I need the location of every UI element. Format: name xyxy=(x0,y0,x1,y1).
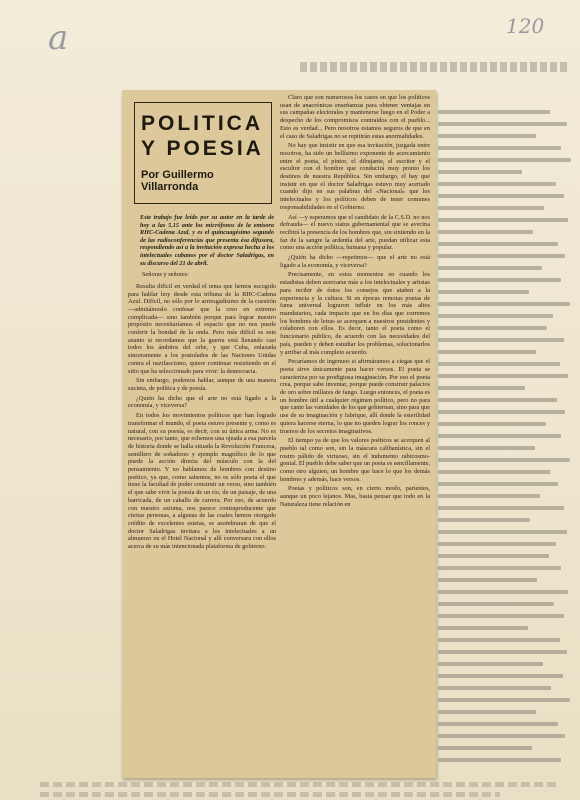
article-byline: Por Guillermo Villarronda xyxy=(141,169,214,193)
article-title: POLITICA Y POESIA xyxy=(141,112,264,160)
paragraph: ¿Quién ha dicho que el arte no está ligado a la economía, y viceversa? xyxy=(128,394,276,410)
paragraph: Resulta difícil en verdad el tema que hemos escogido para hablar hoy desde esta tribuna de la RHC-Cadena Azul. Difícil, no sólo por lo arriesgadísimo de la cuestión —admitámoslo confesar que la creo en extremo complicada— sino también porque para lograr nuestro propósito necesitaríamos el espacio que no nos puede conferir la bondad de la onda. Pero más difícil es este asunto si recordamos que la guerra está llenando casi todos los ámbitos del orbe, y que Cuba, enlazada sinceramente a los postulados de las Naciones Unidas contra el nazifascismo, quiere continuar resistiendo en el sitio que ha seleccionado para vivir: la democracia. xyxy=(128,282,276,375)
paragraph: El tiempo ya de que los valores poéticos se acerquen al pueblo tal como son, sin la máscara calibanística, sin el rostro pálido de virtuoso, sin el indumento rabicosmogonial. El pueblo debe saber que un poeta es sencillamente, como otro alguien, un hombre que hace lo que los demás hombres y además, hace versos. xyxy=(280,437,430,483)
pencil-annotation-letter: a xyxy=(48,18,69,58)
bleed-through-text-margin xyxy=(438,110,578,770)
paragraph: En todos los movimientos políticos que han logrado transformar el mundo, el poeta estuvo presente y, como es natural, con su poesía, es decir, con su única arma. No es necesario, por tanto, que echemos una ojeada a esa parcela de historia donde se halla situada la Revolución Francesa, semillero de soñadores y ejemplo magnífico de lo que puede la acción directa del músculo con la del pensamiento. Y no hablamos de hombres con destino poético, ya que, como sabemos, no es sólo poeta el que tiene la facultad de poder construir un verso, sino también el que sabe vivir la poesía de un río, de un paisaje, de una barricada, de un caballo de carrera. Por eso, de acuerdo con nuestro axioma, nos parece contraproducente que ciertas personas, a algunas de las cuales hemos otorgado crédito de excelentes estetas, se asombraran de que el doctor Saladrigas invitara a los intelectuales a un almuerzo en el Hotel Nacional y allí conversara con ellos acerca de su más intencionada plataforma de gobierno. xyxy=(128,412,276,551)
pencil-annotation-page-number: 120 xyxy=(506,14,545,38)
article-column-1 xyxy=(128,90,276,774)
bleed-through-text-top xyxy=(300,62,570,72)
paragraph: No hay que insistir en que esa invitación, juzgada entre nosotros, ha sido un bellísimo exponente de acercamiento entre el poeta, el pintor, el dibujante, el escritor y el escultor con el hombre que conducirá muy pronto los destinos de nuestra República. Sin embargo, el hay que insistir en que el doctor Saladrigas estuvo muy acertado cuando dijo en sus palabras del «Nacional» que los intelectuales y los políticos deben de tener comunes responsabilidades en el Gobierno. xyxy=(280,142,430,211)
paragraph: Claro que son numerosos los casos en que los políticos usan de anacrónicas enseñanzas para obtener ventajas en sus campañas electorales y mantenerse luego en el Poder a despecho de los compromisos contraídos con el pueblo... Esto es verdad... Pero nosotros estamos seguros de que en el caso de Saladrigas no se repitirán estas anormalidades. xyxy=(280,94,430,140)
title-box xyxy=(134,102,272,204)
salutation: Señoras y señores: xyxy=(142,271,189,279)
bleed-through-text-bottom xyxy=(40,782,560,787)
paragraph: Pecaríamos de ingenuos si afirmáramos a ciegas que el poeta sirve únicamente para hacer versos. El poeta se caracteriza por su prodigiosa imaginación. Por eso el poeta crea, porque sabe inventar, porque puede construir palacios de oro sobre millares de fango. Luego entonces, el poeta es un hombre útil a cualquier régimen político, pero no para que cante las vanidades de los que gobiernan, sino para que use de su imaginación y fabrique, allí donde la esterilidad quiera hacerse eterna, lo que no queden lograr los ronces y truenos de los secretos imaginativos. xyxy=(280,358,430,435)
article-intro: Este trabajo fue leído por su autor en la tarde de hoy a las 5.15 ante los micrófonos de la emisora RHC-Cadena Azul, y es el quincuagésimo segundo de las radioconferencias que presenta ésa difusora, respondiendo así a la invitación expresa hecha a los intelectuales cubanos por el doctor Saladrigas, en su discurso del 21 de abril. xyxy=(140,214,274,267)
article-column-2 xyxy=(280,94,430,778)
paragraph: Así —y esperamos que el candidato de la C.S.D. no nos defrauda— el nuevo status gubernamental que se avecina recibirá la presencia de los hombres que, sin sintiendo en la faz de la sangre la ardentía del arte, puedan utilizar esta como una acción política, humana y popular. xyxy=(280,213,430,252)
article-body-col1 xyxy=(128,271,276,551)
paragraph: Poetas y políticos son, en cierto modo, parientes, aunque un poco lejanos. Mas, basta pensar que todo en la Naturaleza tiene relación en xyxy=(280,485,430,508)
bleed-through-text-bottom-2 xyxy=(40,792,500,797)
paragraph: Precisamente, en estos momentos en cuando los estadistas deben acercarse más a los intelectuales y artistas para recibir de éstos los consejos que atañen a la experiencia y la cultura. Si en épocas remotas poetas de fama universal lograron influir en los más altos mandatarios, cada impacto que en los días que corremos los hombres de letras se acerquen a nuestros presidentes y colaboren con ellos. Es decir, tanto el poeta como el funcionario público, de acuerdo con las necesidades del país, pueden y deben estudiar los problemas, solucionarlos y arribar al más completo acuerdo. xyxy=(280,271,430,356)
article-body-col2 xyxy=(280,94,430,509)
paragraph: Sin embargo, podemos hablar, aunque de una manera sucinta, de política y de poesía. xyxy=(128,377,276,392)
paragraph: ¿Quién ha dicho —repetimos— que el arte no está ligado a la economía, y viceversa? xyxy=(280,254,430,269)
newspaper-clipping xyxy=(122,90,436,778)
